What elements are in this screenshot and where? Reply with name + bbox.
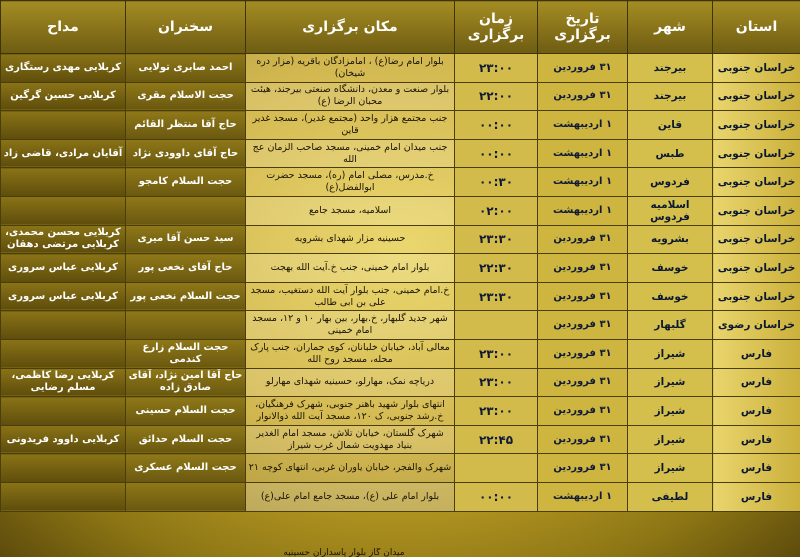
cell-place: جنب میدان امام خمینی، مسجد صاحب الزمان عج الله <box>246 139 455 168</box>
cell-place: بلوار امام خمینی، جنب خ.آیت الله بهجت <box>246 254 455 283</box>
cell-time: ۲۳:۳۰ <box>455 225 538 254</box>
cell-place: دریاچه نمک، مهارلو، حسینیه شهدای مهارلو <box>246 368 455 397</box>
cell-speaker: حجت السلام زارع کندمی <box>126 339 246 368</box>
cell-province: فارس <box>713 482 800 511</box>
cell-place: بلوار امام علی (ع)، مسجد جامع امام علی(ع) <box>246 482 455 511</box>
cell-city: شیراز <box>628 368 713 397</box>
cell-province: خراسان جنوبی <box>713 225 800 254</box>
cell-city: بیرجند <box>628 82 713 111</box>
table-row <box>1 196 800 225</box>
cell-date: ۳۱ فروردین <box>538 54 628 83</box>
cell-madah: کربلایی داوود فریدونی <box>1 425 126 454</box>
cell-speaker: احمد صابری تولایی <box>126 54 246 83</box>
cell-place: اسلامیه، مسجد جامع <box>246 196 455 225</box>
table-row <box>1 54 800 83</box>
cell-date: ۳۱ فروردین <box>538 339 628 368</box>
table-row <box>1 82 800 111</box>
table-row <box>1 482 800 511</box>
header-time: زمان برگزاری <box>455 1 538 54</box>
cell-place: انتهای بلوار شهید باهنر جنوبی، شهرک فرهنگیان، خ.رشد جنوبی، ک ۱۲۰، مسجد آیت الله ذوالانوار <box>246 397 455 426</box>
table-row <box>1 139 800 168</box>
header-speaker: سخنران <box>126 1 246 54</box>
cell-madah <box>1 339 126 368</box>
cell-speaker: حاج آقای نخعی پور <box>126 254 246 283</box>
cell-city: قاین <box>628 111 713 140</box>
cell-province: فارس <box>713 454 800 483</box>
cell-speaker: حجت السلام عسکری <box>126 454 246 483</box>
cell-time <box>455 454 538 483</box>
table-row <box>1 339 800 368</box>
cell-madah: کربلایی حسین گرگین <box>1 82 126 111</box>
cell-place: شهرک والفجر، خیابان یاوران غربی، انتهای کوچه ۲۱ <box>246 454 455 483</box>
cell-city: شیراز <box>628 425 713 454</box>
cell-place: خ.مدرس، مصلی امام (ره)، مسجد حضرت ابوالفضل(ع) <box>246 168 455 197</box>
table-row <box>1 454 800 483</box>
cell-city: فردوس <box>628 168 713 197</box>
table-row <box>1 368 800 397</box>
table-row <box>1 425 800 454</box>
cell-time: ۰۰:۰۰ <box>455 482 538 511</box>
header-row <box>1 1 800 54</box>
cell-madah <box>1 482 126 511</box>
cell-city: شیراز <box>628 339 713 368</box>
cell-madah <box>1 196 126 225</box>
cell-madah <box>1 397 126 426</box>
cell-city: بیرجند <box>628 54 713 83</box>
cell-date: ۳۱ فروردین <box>538 311 628 340</box>
cell-speaker <box>126 311 246 340</box>
cell-speaker: حجت السلام نخعی پور <box>126 282 246 311</box>
cell-madah: کربلایی مهدی رستگاری <box>1 54 126 83</box>
cell-city: شیراز <box>628 454 713 483</box>
table-row <box>1 111 800 140</box>
cell-province: فارس <box>713 425 800 454</box>
cell-place: بلوار امام رضا(ع) ، امامزادگان باقریه (مزار دره شیخان) <box>246 54 455 83</box>
header-province: استان <box>713 1 800 54</box>
cell-city: خوسف <box>628 282 713 311</box>
cell-speaker: حجت السلام کامجو <box>126 168 246 197</box>
cell-city: بشرویه <box>628 225 713 254</box>
cell-time: ۲۳:۰۰ <box>455 339 538 368</box>
cell-speaker: حاج آقای داوودی نژاد <box>126 139 246 168</box>
cell-place: شهرک گلستان، خیابان تلاش، مسجد امام الغدیر بنیاد مهدویت شمال غرب شیراز <box>246 425 455 454</box>
cell-place: بلوار صنعت و معدن، دانشگاه صنعتی بیرجند، هیئت محبان الرضا (ع) <box>246 82 455 111</box>
cell-time: ۲۲:۰۰ <box>455 82 538 111</box>
table-row <box>1 225 800 254</box>
cell-province: فارس <box>713 368 800 397</box>
cell-speaker: حجت السلام حسینی <box>126 397 246 426</box>
cell-province: فارس <box>713 397 800 426</box>
cell-province: خراسان جنوبی <box>713 254 800 283</box>
cell-date: ۳۱ فروردین <box>538 82 628 111</box>
cell-date: ۳۱ فروردین <box>538 425 628 454</box>
cell-madah <box>1 111 126 140</box>
cell-date: ۳۱ فروردین <box>538 368 628 397</box>
cell-province: خراسان رضوی <box>713 311 800 340</box>
cell-madah <box>1 454 126 483</box>
cell-province: خراسان جنوبی <box>713 282 800 311</box>
cell-province: خراسان جنوبی <box>713 168 800 197</box>
cell-date: ۱ اردیبهشت <box>538 482 628 511</box>
table-row <box>1 254 800 283</box>
cell-date: ۳۱ فروردین <box>538 225 628 254</box>
cell-date: ۱ اردیبهشت <box>538 196 628 225</box>
cell-speaker: حجت السلام حدائق <box>126 425 246 454</box>
cell-speaker <box>126 482 246 511</box>
header-city: شهر <box>628 1 713 54</box>
cell-date: ۱ اردیبهشت <box>538 111 628 140</box>
cell-madah: کربلایی رضا کاظمی، مسلم رضایی <box>1 368 126 397</box>
cell-time <box>455 311 538 340</box>
cell-time: ۰۲:۰۰ <box>455 196 538 225</box>
cell-province: خراسان جنوبی <box>713 111 800 140</box>
cell-place: معالی آباد، خیابان خلبانان، کوی جماران، جنب پارک محله، مسجد روح الله <box>246 339 455 368</box>
cell-madah <box>1 168 126 197</box>
cell-city: اسلامیه فردوس <box>628 196 713 225</box>
cell-speaker: سید حسن آقا میری <box>126 225 246 254</box>
partial-row: میدان گاز بلوار پاسداران حسینیه <box>283 548 405 557</box>
cell-time: ۰۰:۰۰ <box>455 111 538 140</box>
cell-province: خراسان جنوبی <box>713 82 800 111</box>
cell-date: ۳۱ فروردین <box>538 282 628 311</box>
cell-time: ۰۰:۰۰ <box>455 139 538 168</box>
cell-place: جنب مجتمع هزار واحد (مجتمع غدیر)، مسجد غدیر قاین <box>246 111 455 140</box>
cell-date: ۳۱ فروردین <box>538 397 628 426</box>
cell-madah: کربلایی عباس سروری <box>1 282 126 311</box>
cell-city: لطیفی <box>628 482 713 511</box>
cell-speaker: حاج آقا منتظر القائم <box>126 111 246 140</box>
cell-madah: کربلایی عباس سروری <box>1 254 126 283</box>
cell-date: ۱ اردیبهشت <box>538 168 628 197</box>
cell-madah: آقایان مرادی، قاضی زاد <box>1 139 126 168</box>
cell-madah: کربلایی محسن محمدی، کربلایی مرتضی دهقان <box>1 225 126 254</box>
cell-speaker: حاج آقا امین نژاد، آقای صادق زاده <box>126 368 246 397</box>
cell-time: ۲۲:۴۵ <box>455 425 538 454</box>
cell-place: خ.امام خمینی، جنب بلوار آیت الله دستغیب، مسجد علی بن ابی طالب <box>246 282 455 311</box>
cell-time: ۲۳:۰۰ <box>455 368 538 397</box>
cell-time: ۰۰:۳۰ <box>455 168 538 197</box>
table-row <box>1 168 800 197</box>
header-date: تاریخ برگزاری <box>538 1 628 54</box>
cell-place: حسینیه مزار شهدای بشرویه <box>246 225 455 254</box>
cell-speaker: حجت الاسلام مقری <box>126 82 246 111</box>
cell-date: ۳۱ فروردین <box>538 454 628 483</box>
cell-province: فارس <box>713 339 800 368</box>
cell-date: ۳۱ فروردین <box>538 254 628 283</box>
cell-city: طبس <box>628 139 713 168</box>
header-madah: مداح <box>1 1 126 54</box>
table-row <box>1 282 800 311</box>
cell-time: ۲۲:۳۰ <box>455 254 538 283</box>
table-row <box>1 311 800 340</box>
cell-time: ۲۳:۰۰ <box>455 397 538 426</box>
cell-time: ۲۳:۰۰ <box>455 54 538 83</box>
cell-province: خراسان جنوبی <box>713 54 800 83</box>
cell-province: خراسان جنوبی <box>713 139 800 168</box>
cell-province: خراسان جنوبی <box>713 196 800 225</box>
table-row <box>1 397 800 426</box>
cell-city: شیراز <box>628 397 713 426</box>
cell-time: ۲۳:۳۰ <box>455 282 538 311</box>
cell-speaker <box>126 196 246 225</box>
schedule-rows <box>1 54 800 512</box>
cell-city: گلبهار <box>628 311 713 340</box>
cell-madah <box>1 311 126 340</box>
cell-place: شهر جدید گلبهار، خ.بهار، بین بهار ۱۰ و ۱۲، مسجد امام خمینی <box>246 311 455 340</box>
header-place: مکان برگزاری <box>246 1 455 54</box>
cell-city: خوسف <box>628 254 713 283</box>
cell-date: ۱ اردیبهشت <box>538 139 628 168</box>
